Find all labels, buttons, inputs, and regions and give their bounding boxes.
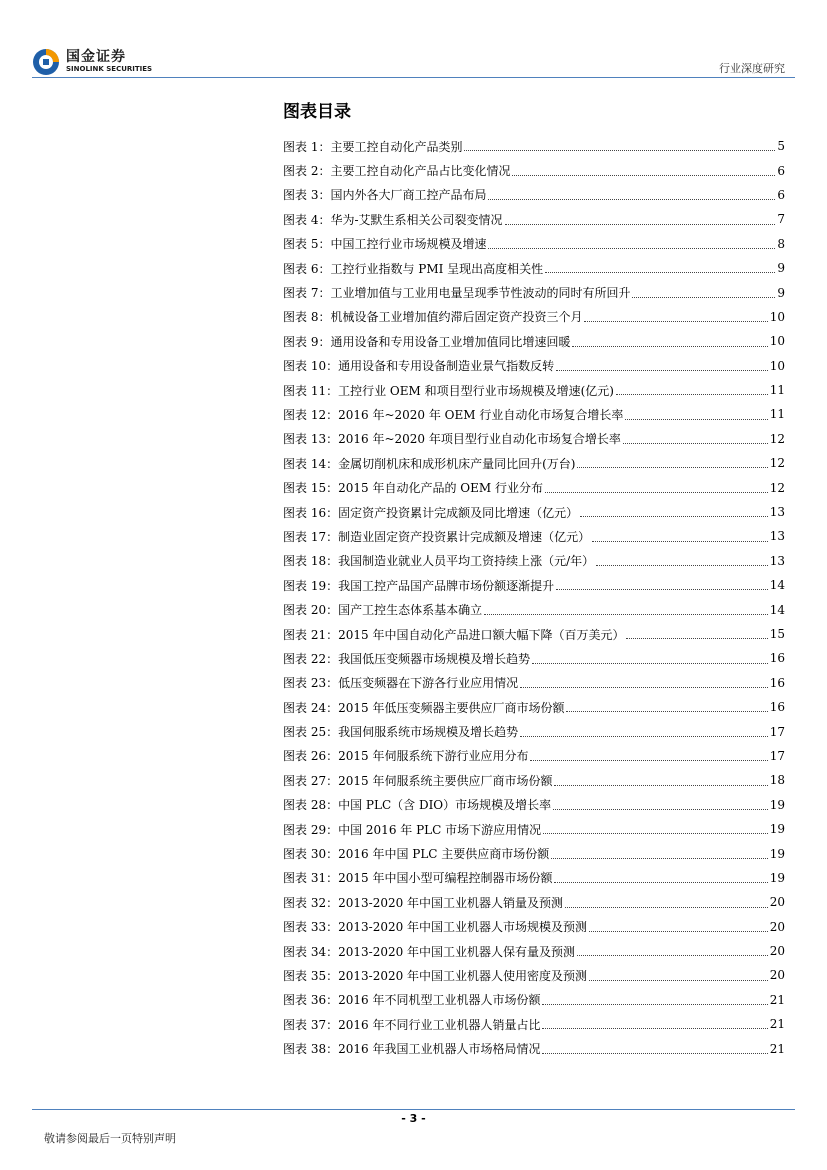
toc-entry[interactable]	[283, 866, 785, 890]
toc-entry[interactable]	[283, 451, 785, 475]
toc-entry-page: 16	[769, 651, 785, 666]
toc-entry-leader	[623, 443, 768, 444]
toc-entry-title: 2016 年不同机型工业机器人市场份额	[338, 993, 541, 1008]
toc-entry-label: 图表 29：	[283, 822, 339, 837]
company-logo	[32, 46, 162, 78]
toc-entry-leader	[488, 199, 775, 200]
toc-entry-title: 2013-2020 年中国工业机器人使用密度及预测	[338, 968, 588, 983]
toc-entry-title: 2015 年伺服系统下游行业应用分布	[338, 749, 529, 764]
toc-entry-leader	[589, 980, 768, 981]
toc-entry[interactable]	[283, 158, 785, 182]
toc-entry-page: 6	[777, 187, 785, 202]
toc-entry-leader	[584, 321, 767, 322]
toc-entry-label: 图表 16：	[283, 505, 339, 520]
toc-entry-leader	[484, 614, 768, 615]
toc-entry-leader	[565, 907, 768, 908]
sinolink-logo-icon	[32, 48, 60, 76]
toc-entry-leader	[512, 175, 775, 176]
toc-entry-title: 工业增加值与工业用电量呈现季节性波动的同时有所回升	[330, 286, 631, 301]
toc-entry-leader	[505, 224, 776, 225]
toc-entry-leader	[572, 346, 767, 347]
toc-entry-leader	[626, 638, 767, 639]
disclaimer-text: 敬请参阅最后一页特别声明	[44, 1132, 176, 1145]
toc-entry-title: 2015 年中国小型可编程控制器市场份额	[338, 871, 553, 886]
toc-entry-label: 图表 8：	[283, 310, 331, 325]
toc-entry-page: 11	[769, 407, 785, 422]
toc-entry-title: 制造业固定资产投资累计完成额及增速（亿元）	[338, 529, 591, 544]
toc-entry-label: 图表 4：	[283, 212, 331, 227]
toc-entry-label: 图表 2：	[283, 164, 331, 179]
toc-entry-leader	[542, 1004, 767, 1005]
toc-entry[interactable]	[283, 500, 785, 524]
toc-entry[interactable]	[283, 207, 785, 231]
toc-entry-label: 图表 18：	[283, 554, 339, 569]
toc-entry[interactable]	[283, 427, 785, 451]
toc-entry-label: 图表 21：	[283, 627, 339, 642]
toc-entry-title: 2015 年自动化产品的 OEM 行业分布	[338, 481, 543, 496]
toc-entry-leader	[532, 663, 768, 664]
toc-entry[interactable]	[283, 671, 785, 695]
page-number: - 3 -	[401, 1112, 426, 1125]
toc-entry-page: 12	[769, 431, 785, 446]
toc-entry[interactable]	[283, 646, 785, 670]
toc-entry-title: 中国 PLC（含 DIO）市场规模及增长率	[338, 798, 552, 813]
toc-entry-page: 19	[769, 822, 785, 837]
toc-entry-label: 图表 9：	[283, 334, 331, 349]
logo-chinese-name: 国金证券	[66, 49, 126, 65]
toc-entry-title: 中国工控行业市场规模及增速	[330, 237, 487, 252]
toc-entry[interactable]	[283, 378, 785, 402]
toc-entry-page: 17	[769, 748, 785, 763]
toc-entry-label: 图表 12：	[283, 407, 339, 422]
toc-entry-title: 机械设备工业增加值约滞后固定资产投资三个月	[330, 310, 583, 325]
toc-entry-title: 国内外各大厂商工控产品布局	[330, 188, 487, 203]
toc-title: 图表目录	[283, 102, 351, 122]
toc-entry-title: 我国低压变频器市场规模及增长趋势	[338, 651, 531, 666]
toc-entry-title: 2015 年中国自动化产品进口额大幅下降（百万美元）	[338, 627, 625, 642]
toc-entry[interactable]	[283, 988, 785, 1012]
toc-entry-page: 13	[769, 553, 785, 568]
toc-entry-label: 图表 3：	[283, 188, 331, 203]
toc-entry-page: 10	[769, 334, 785, 349]
toc-entry-leader	[577, 955, 768, 956]
toc-entry[interactable]	[283, 1036, 785, 1060]
toc-entry[interactable]	[283, 793, 785, 817]
toc-entry-label: 图表 10：	[283, 359, 339, 374]
toc-entry[interactable]	[283, 305, 785, 329]
toc-entry-page: 20	[769, 919, 785, 934]
toc-entry[interactable]	[283, 719, 785, 743]
toc-entry[interactable]	[283, 549, 785, 573]
toc-entry-page: 15	[769, 627, 785, 641]
toc-entry-title: 2013-2020 年中国工业机器人保有量及预测	[338, 944, 576, 959]
toc-entry-label: 图表 33：	[283, 920, 339, 935]
toc-entry-label: 图表 34：	[283, 944, 339, 959]
toc-entry-label: 图表 19：	[283, 578, 339, 593]
toc-entry-page: 20	[769, 895, 785, 910]
toc-entry-label: 图表 38：	[283, 1042, 339, 1057]
toc-entry-title: 2013-2020 年中国工业机器人市场规模及预测	[338, 920, 588, 935]
toc-entry-title: 工控行业 OEM 和项目型行业市场规模及增速(亿元)	[338, 383, 614, 398]
toc-entry[interactable]	[283, 744, 785, 768]
toc-entry-label: 图表 23：	[283, 676, 339, 691]
toc-entry-leader	[556, 589, 768, 590]
toc-entry[interactable]	[283, 183, 785, 207]
toc-entry[interactable]	[283, 939, 785, 963]
toc-entry[interactable]	[283, 915, 785, 939]
toc-entry-title: 2016 年~2020 年项目型行业自动化市场复合增长率	[338, 432, 621, 447]
toc-entry-page: 13	[769, 529, 785, 544]
toc-entry-leader	[545, 272, 775, 273]
toc-entry[interactable]	[283, 475, 785, 499]
toc-entry-title: 我国工控产品国产品牌市场份额逐渐提升	[338, 578, 555, 593]
toc-entry-title: 华为-艾默生系相关公司裂变情况	[330, 212, 503, 227]
toc-entry-page: 16	[769, 700, 785, 715]
toc-entry-label: 图表 5：	[283, 237, 331, 252]
toc-entry-leader	[566, 711, 767, 712]
toc-entry-leader	[545, 492, 768, 493]
toc-entry-title: 2016 年我国工业机器人市场格局情况	[338, 1042, 541, 1057]
toc-entry-leader	[520, 736, 768, 737]
toc-entry-label: 图表 11：	[283, 383, 339, 398]
toc-entry-page: 5	[777, 139, 785, 154]
toc-entry-label: 图表 30：	[283, 847, 339, 862]
toc-entry[interactable]	[283, 354, 785, 378]
toc-entry-page: 14	[769, 578, 785, 593]
toc-entry-label: 图表 24：	[283, 700, 339, 715]
toc-entry-leader	[464, 150, 775, 151]
toc-entry-label: 图表 25：	[283, 725, 339, 740]
toc-entry-label: 图表 17：	[283, 529, 339, 544]
toc-entry-leader	[592, 541, 768, 542]
toc-entry-label: 图表 28：	[283, 798, 339, 813]
toc-entry[interactable]	[283, 256, 785, 280]
toc-entry[interactable]	[283, 963, 785, 987]
toc-entry-label: 图表 15：	[283, 481, 339, 496]
toc-entry-title: 我国伺服系统市场规模及增长趋势	[338, 725, 519, 740]
toc-entry-label: 图表 32：	[283, 895, 339, 910]
toc-entry[interactable]	[283, 232, 785, 256]
toc-entry-label: 图表 1：	[283, 139, 331, 154]
toc-entry-leader	[543, 833, 768, 834]
toc-entry[interactable]	[283, 1012, 785, 1036]
toc-entry-title: 工控行业指数与 PMI 呈现出高度相关性	[330, 261, 544, 276]
toc-entry-label: 图表 20：	[283, 603, 339, 618]
toc-entry-page: 9	[777, 285, 785, 300]
report-type-label: 行业深度研究	[719, 62, 785, 75]
toc-entry-title: 2016 年~2020 年 OEM 行业自动化市场复合增长率	[338, 407, 624, 422]
toc-entry[interactable]	[283, 841, 785, 865]
toc-entry-page: 8	[777, 236, 785, 251]
toc-entry-leader	[554, 882, 767, 883]
toc-entry-page: 10	[769, 358, 785, 373]
toc-entry[interactable]	[283, 695, 785, 719]
toc-entry-leader	[551, 858, 767, 859]
toc-entry-page: 21	[769, 992, 785, 1007]
toc-entry-label: 图表 13：	[283, 432, 339, 447]
toc-entry-label: 图表 31：	[283, 871, 339, 886]
toc-entry-page: 20	[769, 944, 785, 959]
toc-entry-page: 12	[769, 456, 785, 471]
toc-entry-title: 主要工控自动化产品类别	[330, 139, 463, 154]
toc-entry-page: 7	[777, 212, 785, 227]
toc-entry-leader	[554, 785, 767, 786]
toc-entry-page: 18	[769, 773, 785, 788]
toc-entry-label: 图表 7：	[283, 286, 331, 301]
toc-entry-leader	[625, 419, 767, 420]
toc-entry-leader	[556, 370, 768, 371]
toc-entry-title: 2016 年中国 PLC 主要供应商市场份额	[338, 847, 550, 862]
toc-entry[interactable]	[283, 817, 785, 841]
toc-entry-title: 2016 年不同行业工业机器人销量占比	[338, 1017, 541, 1032]
footer-divider	[32, 1109, 795, 1110]
toc-entry[interactable]	[283, 524, 785, 548]
toc-entry-label: 图表 26：	[283, 749, 339, 764]
toc-entry-title: 2015 年伺服系统主要供应厂商市场份额	[338, 773, 553, 788]
toc-entry-page: 21	[769, 1017, 785, 1032]
header-divider	[32, 77, 795, 78]
toc-entry-leader	[488, 248, 775, 249]
toc-entry-label: 图表 6：	[283, 261, 331, 276]
toc-entry-page: 19	[769, 846, 785, 861]
toc-entry-leader	[542, 1053, 767, 1054]
toc-entry[interactable]	[283, 890, 785, 914]
toc-entry-title: 中国 2016 年 PLC 市场下游应用情况	[338, 822, 542, 837]
toc-entry[interactable]	[283, 573, 785, 597]
toc-entry-label: 图表 27：	[283, 773, 339, 788]
toc-entry-label: 图表 37：	[283, 1017, 339, 1032]
toc-entry-page: 13	[769, 505, 785, 520]
toc-entry-page: 20	[769, 968, 785, 983]
toc-entry-page: 17	[769, 724, 785, 739]
toc-entry-page: 16	[769, 675, 785, 690]
toc-entry-leader	[632, 297, 775, 298]
toc-entry-title: 通用设备和专用设备工业增加值同比增速回暖	[330, 334, 571, 349]
toc-entry-title: 金属切削机床和成形机床产量同比回升(万台)	[338, 456, 576, 471]
toc-entry[interactable]	[283, 134, 785, 158]
toc-entry[interactable]	[283, 402, 785, 426]
toc-entry-title: 我国制造业就业人员平均工资持续上涨（元/年）	[338, 554, 595, 569]
toc-entry-leader	[589, 931, 768, 932]
toc-entry-page: 14	[769, 602, 785, 617]
toc-entry-page: 19	[769, 797, 785, 812]
toc-entry-page: 21	[769, 1041, 785, 1056]
toc-entry-leader	[577, 467, 767, 468]
toc-entry-leader	[596, 565, 768, 566]
toc-entry-leader	[616, 394, 768, 395]
toc-entry-title: 主要工控自动化产品占比变化情况	[330, 164, 511, 179]
toc-entry-title: 2015 年低压变频器主要供应厂商市场份额	[338, 700, 565, 715]
toc-entry-title: 固定资产投资累计完成额及同比增速（亿元）	[338, 505, 579, 520]
toc-entry-leader	[530, 760, 767, 761]
toc-entry-leader	[520, 687, 768, 688]
toc-entry-label: 图表 35：	[283, 968, 339, 983]
toc-entry[interactable]	[283, 597, 785, 621]
toc-entry-page: 6	[777, 163, 785, 178]
logo-english-name: SINOLINK SECURITIES	[66, 65, 153, 73]
toc-entry-title: 2013-2020 年中国工业机器人销量及预测	[338, 895, 564, 910]
toc-entry-label: 图表 36：	[283, 993, 339, 1008]
toc-entry-title: 国产工控生态体系基本确立	[338, 603, 483, 618]
toc-entry-page: 9	[777, 261, 785, 276]
toc-entry[interactable]	[283, 622, 785, 646]
toc-entry-leader	[580, 516, 768, 517]
toc-entry-page: 12	[769, 480, 785, 495]
toc-entry-page: 19	[769, 870, 785, 885]
toc-entry[interactable]	[283, 768, 785, 792]
toc-entry[interactable]	[283, 280, 785, 304]
toc-list	[283, 134, 785, 1061]
toc-entry-page: 10	[769, 309, 785, 324]
toc-entry-title: 通用设备和专用设备制造业景气指数反转	[338, 359, 555, 374]
toc-entry[interactable]	[283, 329, 785, 353]
toc-entry-title: 低压变频器在下游各行业应用情况	[338, 676, 519, 691]
toc-entry-leader	[542, 1028, 767, 1029]
toc-entry-label: 图表 22：	[283, 651, 339, 666]
toc-entry-label: 图表 14：	[283, 456, 339, 471]
toc-entry-page: 11	[769, 383, 785, 398]
toc-entry-leader	[553, 809, 768, 810]
